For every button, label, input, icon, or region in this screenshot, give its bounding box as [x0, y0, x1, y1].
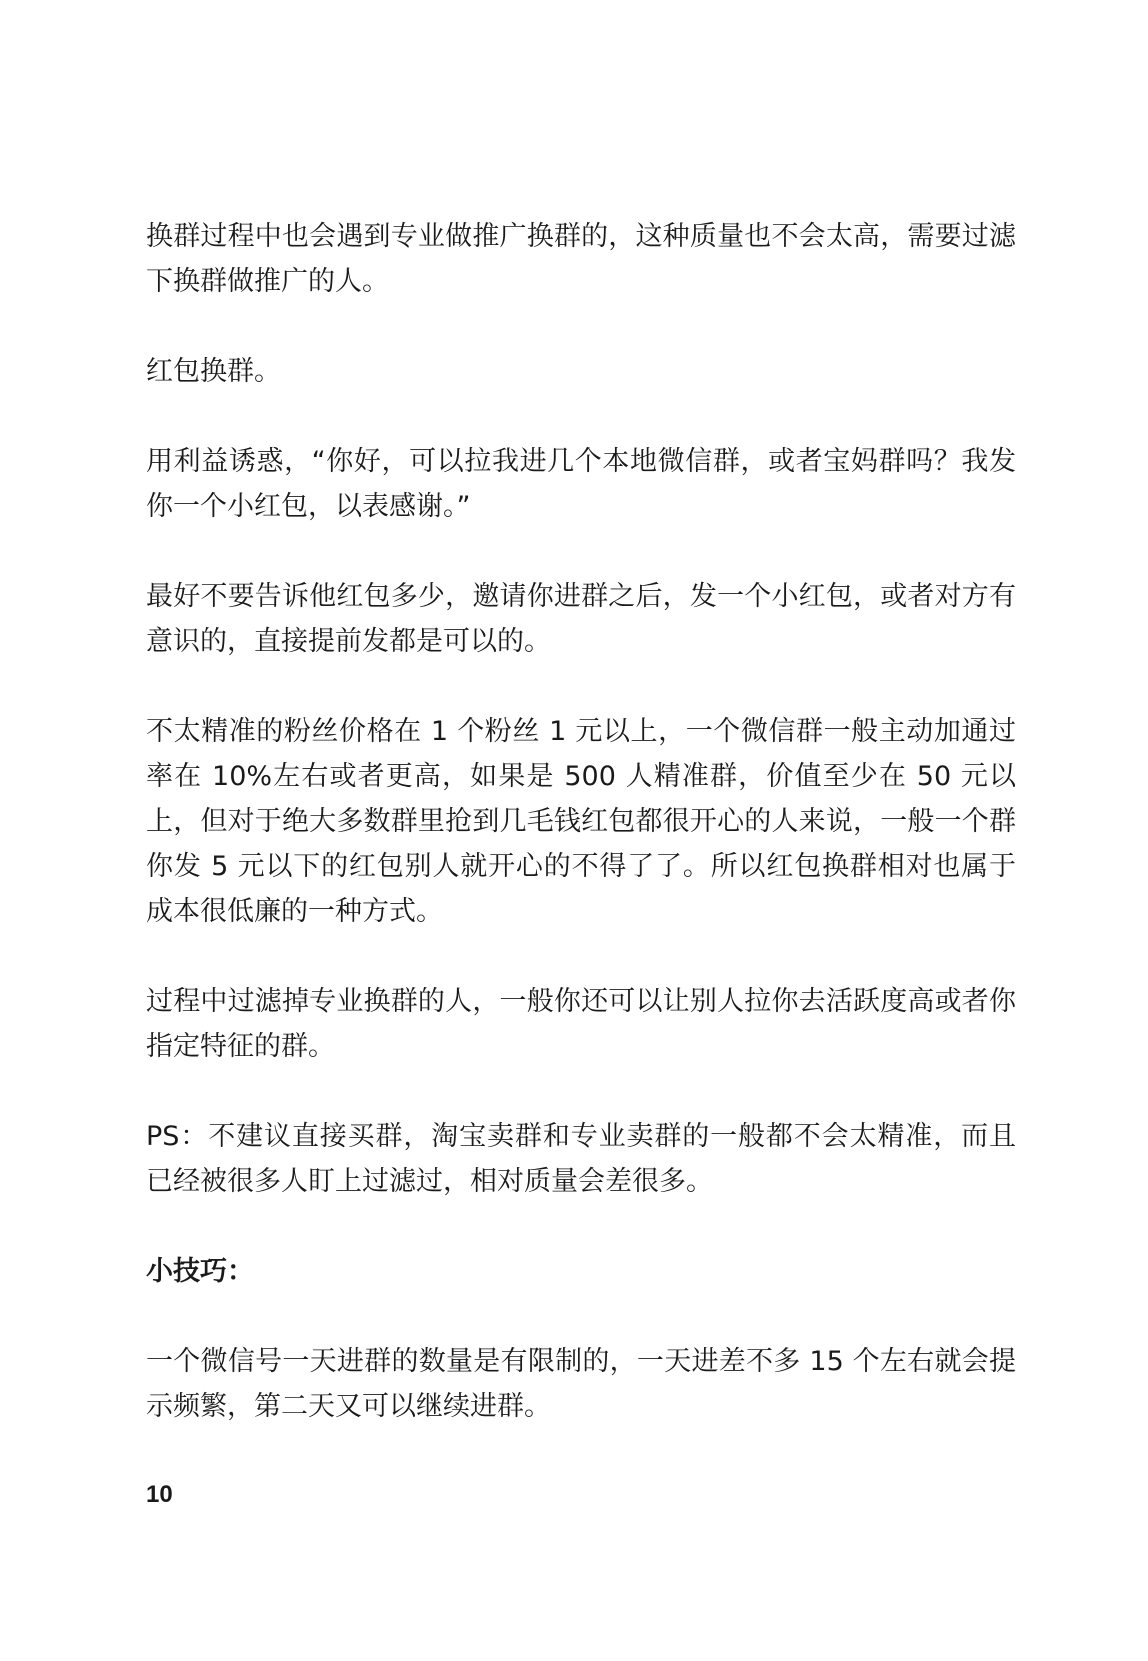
- paragraph: 红包换群。: [146, 356, 281, 387]
- paragraph: PS：不建议直接买群，淘宝卖群和专业卖群的一般都不会太精准，而且已经被很多人盯上过滤过，相对质量会差很多。: [146, 1121, 1016, 1197]
- section-heading: 小技巧：: [146, 1256, 254, 1287]
- paragraph: 用利益诱惑，“你好，可以拉我进几个本地微信群，或者宝妈群吗？我发你一个小红包，以表感谢。”: [146, 446, 1016, 522]
- paragraph: 换群过程中也会遇到专业做推广换群的，这种质量也不会太高，需要过滤下换群做推广的人。: [146, 221, 1016, 297]
- paragraph: 不太精准的粉丝价格在 1 个粉丝 1 元以上，一个微信群一般主动加通过率在 10%左右或者更高，如果是 500 人精准群，价值至少在 50 元以上，但对于绝大多数群里抢到几毛钱红包都很开心的人来说，一般一个群你发 5 元以下的红包别人就开心的不得了了。所以红包换群相对也属于成本很低廉的一种方式。: [146, 716, 1016, 927]
- paragraph: 一个微信号一天进群的数量是有限制的，一天进差不多 15 个左右就会提示频繁，第二天又可以继续进群。: [146, 1346, 1016, 1422]
- page-number: 10: [146, 1481, 173, 1508]
- paragraph: 最好不要告诉他红包多少，邀请你进群之后，发一个小红包，或者对方有意识的，直接提前发都是可以的。: [146, 581, 1016, 657]
- paragraph: 过程中过滤掉专业换群的人，一般你还可以让别人拉你去活跃度高或者你指定特征的群。: [146, 986, 1016, 1062]
- body-text: [146, 214, 1016, 1474]
